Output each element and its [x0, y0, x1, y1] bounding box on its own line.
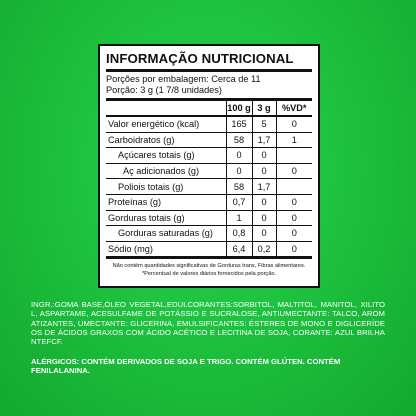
allergens-warning: ALÉRGICOS: CONTÉM DERIVADOS DE SOJA E TRIGO. CONTÉM GLÚTEN. CONTÉM FENILALANINA. [31, 357, 341, 376]
daily-value-percent: 0 [276, 226, 312, 242]
value-per-portion: 0 [252, 148, 276, 164]
value-per-portion: 0 [252, 163, 276, 179]
nutrient-name: Poliois totais (g) [106, 179, 226, 195]
value-per-portion: 0,2 [252, 241, 276, 258]
value-per-100g: 0,8 [226, 226, 252, 242]
table-row [106, 116, 312, 132]
value-per-portion: 5 [252, 116, 276, 132]
footnote-daily-values: *Percentual de valores diários fornecidos pela porção. [141, 271, 277, 278]
nutrition-title: INFORMAÇÃO NUTRICIONAL [106, 51, 312, 72]
value-per-portion: 1,7 [252, 132, 276, 148]
daily-value-percent: 1 [276, 132, 312, 148]
daily-value-percent: 0 [276, 210, 312, 226]
value-per-portion: 0 [252, 210, 276, 226]
value-per-100g: 6,4 [226, 241, 252, 258]
header-nutrient [106, 101, 226, 116]
daily-value-percent [276, 179, 312, 195]
nutrient-name: Aç adicionados (g) [106, 163, 226, 179]
value-per-100g: 0 [226, 163, 252, 179]
daily-value-percent [276, 148, 312, 164]
value-per-100g: 1 [226, 210, 252, 226]
header-per-100g: 100 g [226, 101, 252, 116]
table-row [106, 194, 312, 210]
nutrient-name: Açúcares totais (g) [106, 148, 226, 164]
ingredients-list: INGR.:GOMA BASE,ÓLEO VEGETAL,EDULCORANTES:SORBITOL, MALTITOL, MANITOL, XILITOL, ASPARTAME, ACESULFAME DE POTÁSSIO E SUCRALOSE, ANTIUMECTANTE: TALCO, AROMATIZANTES, UMECTANTE: GLICERINA, EMULSIFICANTES: ÉSTERES DE MONO E DIGLICERÍDEOS DE ÁCIDOS GRAXOS COM ÁCIDO ACÉTICO E LECITINA DE SOJA, CORANTE: AZUL BRILHANTEFCF. [31, 300, 385, 347]
header-daily-value: %VD* [276, 101, 312, 116]
value-per-100g: 58 [226, 132, 252, 148]
nutrient-name: Sódio (mg) [106, 241, 226, 258]
table-header-row [106, 101, 312, 116]
nutrient-name: Gorduras saturadas (g) [106, 226, 226, 242]
servings-per-package: Porções por embalagem: Cerca de 11 [106, 74, 261, 84]
nutrient-name: Gorduras totais (g) [106, 210, 226, 226]
header-per-portion: 3 g [252, 101, 276, 116]
daily-value-percent: 0 [276, 116, 312, 132]
table-row [106, 179, 312, 195]
daily-value-percent: 0 [276, 194, 312, 210]
value-per-100g: 0,7 [226, 194, 252, 210]
daily-value-percent: 0 [276, 163, 312, 179]
nutrition-footnotes [106, 259, 312, 278]
value-per-portion: 0 [252, 226, 276, 242]
table-row [106, 210, 312, 226]
table-row [106, 132, 312, 148]
value-per-100g: 165 [226, 116, 252, 132]
nutrient-name: Carboidratos (g) [106, 132, 226, 148]
serving-info [106, 72, 312, 101]
nutrition-table [106, 101, 312, 259]
portion-size: Porção: 3 g (1 7/8 unidades) [106, 84, 222, 95]
table-row [106, 226, 312, 242]
value-per-portion: 1,7 [252, 179, 276, 195]
value-per-portion: 0 [252, 194, 276, 210]
table-row [106, 148, 312, 164]
nutrition-facts-panel [98, 44, 320, 288]
nutrient-name: Proteínas (g) [106, 194, 226, 210]
table-row [106, 241, 312, 258]
value-per-100g: 58 [226, 179, 252, 195]
value-per-100g: 0 [226, 148, 252, 164]
nutrient-name: Valor energético (kcal) [106, 116, 226, 132]
footnote-trans-fat: Não contém quantidades significativas de Gorduras trans, Fibras alimentares. [112, 263, 306, 270]
table-row [106, 163, 312, 179]
daily-value-percent: 0 [276, 241, 312, 258]
